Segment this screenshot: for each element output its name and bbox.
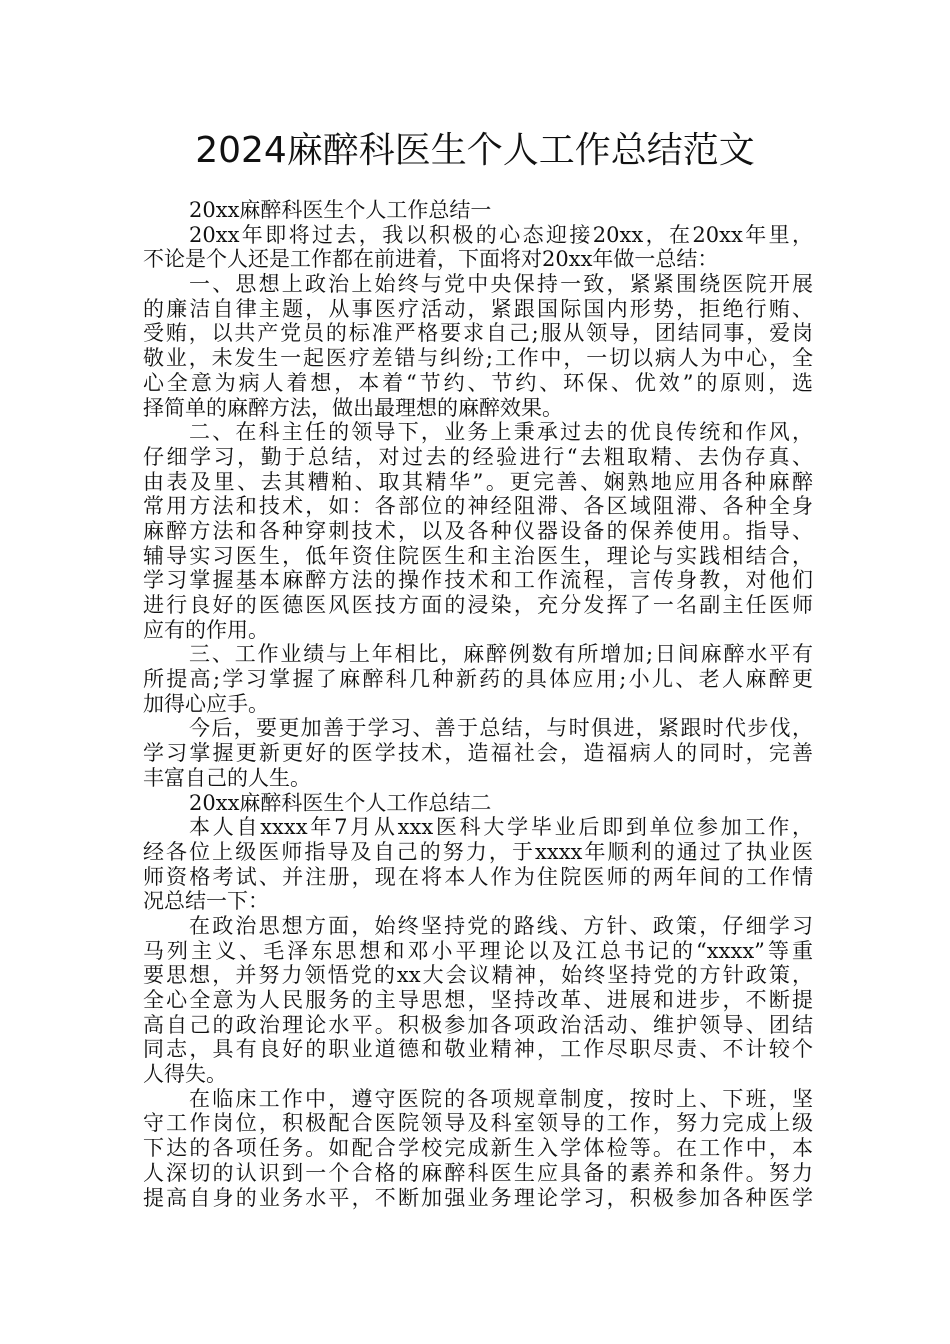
body-line: 下达的各项任务。如配合学校完成新生入学体检等。在工作中，本	[143, 1136, 813, 1161]
body-line: 本人自xxxx年7月从xxx医科大学毕业后即到单位参加工作，	[189, 815, 813, 840]
body-line: 经各位上级医师指导及自己的努力，于xxxx年顺利的通过了执业医	[143, 839, 813, 864]
body-line: 受贿，以共产党员的标准严格要求自己;服从领导，团结同事，爱岗	[143, 321, 813, 346]
body-line: 心全意为病人着想，本着“节约、节约、环保、优效”的原则，选	[143, 370, 813, 395]
body-line: 仔细学习，勤于总结，对过去的经验进行“去粗取精、去伪存真、	[143, 444, 813, 469]
body-line: 二、在科主任的领导下，业务上秉承过去的优良传统和作风，	[189, 420, 813, 445]
body-line: 20xx麻醉科医生个人工作总结二	[189, 790, 492, 815]
body-line: 人深切的认识到一个合格的麻醉科医生应具备的素养和条件。努力	[143, 1160, 813, 1185]
body-line: 麻醉方法和各种穿刺技术，以及各种仪器设备的保养使用。指导、	[143, 518, 813, 543]
body-line: 马列主义、毛泽东思想和邓小平理论以及江总书记的“xxxx”等重	[143, 938, 813, 963]
body-line: 学习掌握基本麻醉方法的操作技术和工作流程，言传身教，对他们	[143, 568, 813, 593]
body-line: 今后，要更加善于学习、善于总结，与时俱进，紧跟时代步伐，	[189, 716, 813, 741]
body-line: 同志，具有良好的职业道德和敬业精神，工作尽职尽责、不计较个	[143, 1037, 813, 1062]
body-line: 丰富自己的人生。	[143, 765, 311, 790]
body-line: 况总结一下：	[143, 889, 269, 914]
body-line: 敬业，未发生一起医疗差错与纠纷;工作中，一切以病人为中心，全	[143, 346, 813, 371]
body-line: 在临床工作中，遵守医院的各项规章制度，按时上、下班，坚	[189, 1086, 813, 1111]
body-line: 进行良好的医德医风医技方面的浸染，充分发挥了一名副主任医师	[143, 593, 813, 617]
body-line: 一、思想上政治上始终与党中央保持一致，紧紧围绕医院开展	[189, 272, 813, 297]
body-line: 在政治思想方面，始终坚持党的路线、方针、政策，仔细学习	[189, 913, 813, 938]
body-line: 提高自身的业务水平，不断加强业务理论学习，积极参加各种医学	[143, 1185, 813, 1210]
body-line: 加得心应手。	[143, 691, 269, 716]
body-line: 常用方法和技术，如：各部位的神经阻滞、各区域阻滞、各种全身	[143, 494, 813, 519]
body-line: 由表及里、去其糟粕、取其精华”。更完善、娴熟地应用各种麻醉	[143, 469, 813, 494]
body-line: 应有的作用。	[143, 617, 269, 642]
body-line: 的廉洁自律主题，从事医疗活动，紧跟国际国内形势，拒绝行贿、	[143, 296, 813, 321]
body-line: 20xx麻醉科医生个人工作总结一	[189, 198, 492, 222]
body-line: 全心全意为人民服务的主导思想，坚持改革、进展和进步，不断提	[143, 988, 813, 1012]
document-body	[143, 198, 813, 1210]
body-line: 要思想，并努力领悟党的xx大会议精神，始终坚持党的方针政策，	[143, 963, 813, 988]
body-line: 择简单的麻醉方法，做出最理想的麻醉效果。	[143, 395, 563, 420]
body-line: 三、工作业绩与上年相比，麻醉例数有所增加;日间麻醉水平有	[189, 642, 813, 667]
body-line: 所提高;学习掌握了麻醉科几种新药的具体应用;小儿、老人麻醉更	[143, 667, 813, 692]
body-line: 守工作岗位，积极配合医院领导及科室领导的工作，努力完成上级	[143, 1111, 813, 1136]
body-line: 高自己的政治理论水平。积极参加各项政治活动、维护领导、团结	[143, 1012, 813, 1037]
body-line: 学习掌握更新更好的医学技术，造福社会，造福病人的同时，完善	[143, 741, 813, 766]
body-line: 人得失。	[143, 1062, 227, 1087]
body-line: 20xx年即将过去，我以积极的心态迎接20xx，在20xx年里，	[189, 222, 813, 247]
body-line: 辅导实习医生，低年资住院医生和主治医生，理论与实践相结合，	[143, 543, 813, 568]
body-line: 师资格考试、并注册，现在将本人作为住院医师的两年间的工作情	[143, 864, 813, 889]
body-line: 不论是个人还是工作都在前进着，下面将对20xx年做一总结：	[143, 247, 719, 272]
document-title: 2024麻醉科医生个人工作总结范文	[195, 130, 755, 171]
